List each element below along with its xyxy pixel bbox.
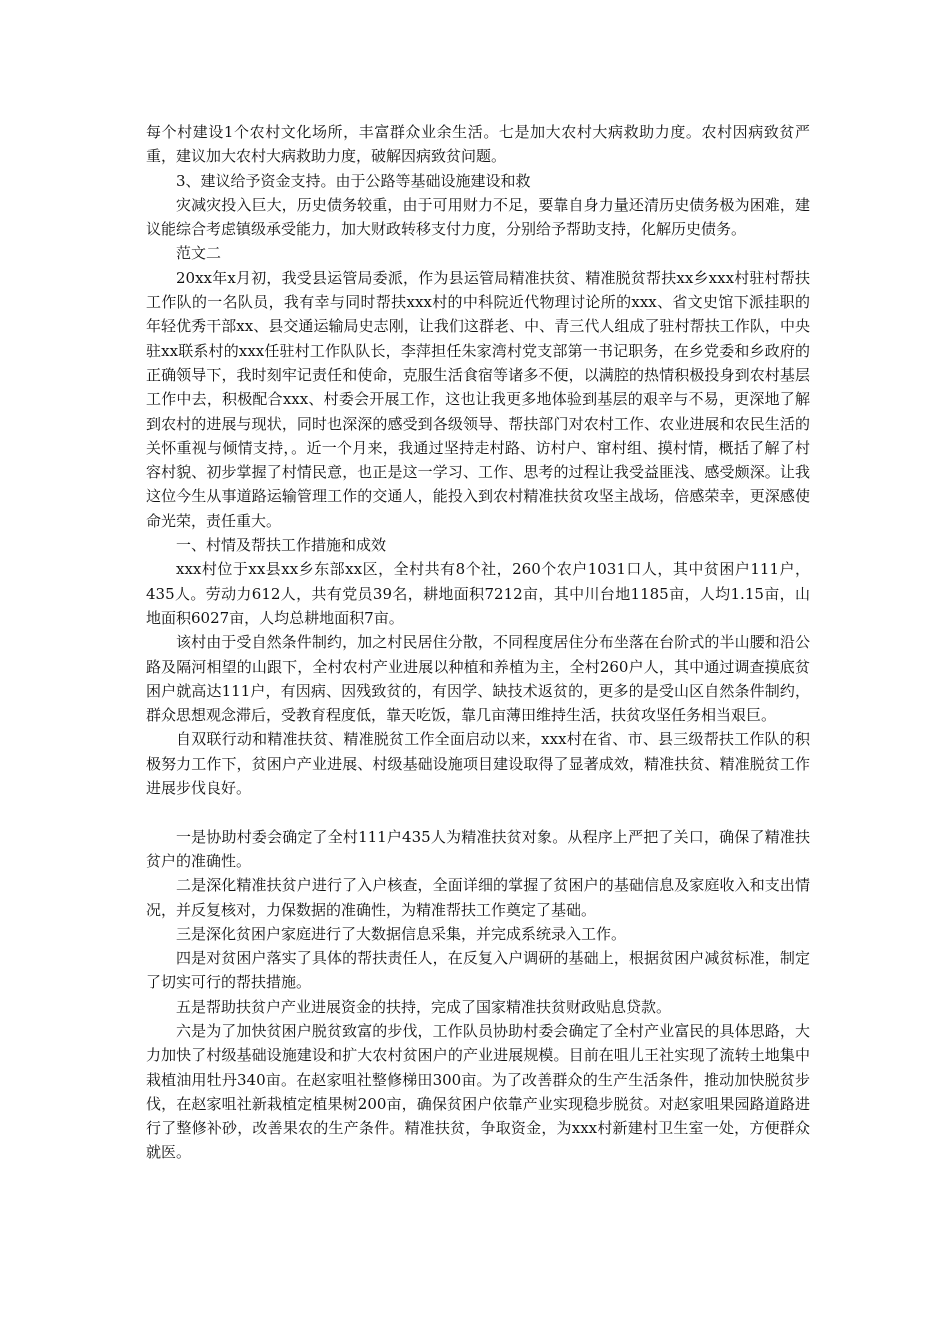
- paragraph-10: 一是协助村委会确定了全村111户435人为精准扶贫对象。从程序上严把了关口，确保了精准扶贫户的准确性。: [146, 827, 810, 870]
- paragraph-7: xxx村位于xx县xx乡东部xx区，全村共有8个社，260个农户1031口人，其中贫困户111户，435人。劳动力612人，共有党员39名，耕地面积7212亩，其中川台地1185亩，人均1.15亩，山地面积6027亩，人均总耕地面积7亩。: [146, 560, 810, 627]
- paragraph-11: 二是深化精准扶贫户进行了入户核查，全面详细的掌握了贫困户的基础信息及家庭收入和支出情况，并反复核对，力保数据的准确性，为精准帮扶工作奠定了基础。: [146, 876, 810, 919]
- paragraph-14: 五是帮助扶贫户产业进展资金的扶持，完成了国家精准扶贫财政贴息贷款。: [176, 997, 672, 1016]
- paragraph-9: 自双联行动和精准扶贫、精准脱贫工作全面启动以来，xxx村在省、市、县三级帮扶工作队的积极努力工作下，贫困户产业进展、村级基础设施项目建设取得了显著成效，精准扶贫、精准脱贫工作进展步伐良好。: [146, 730, 810, 798]
- paragraph-8: 该村由于受自然条件制约，加之村民居住分散，不同程度居住分布坐落在台阶式的半山腰和沿公路及隔河相望的山跟下，全村农村产业进展以种植和养植为主，全村260户人，其中通过调查摸底贫困户就高达111户，有因病、因残致贫的，有因学、缺技术返贫的，更多的是受山区自然条件制约，群众思想观念滞后，受教育程度低，靠天吃饭，靠几亩薄田维持生活，扶贫攻坚任务相当艰巨。: [146, 633, 810, 725]
- paragraph-5: 20xx年x月初，我受县运管局委派，作为县运管局精准扶贫、精准脱贫帮扶xx乡xxx村驻村帮扶工作队的一名队员，我有幸与同时帮扶xxx村的中科院近代物理讨论所的xxx、省文史馆下派挂职的年轻优秀干部xx、县交通运输局史志刚，让我们这群老、中、青三代人组成了驻村帮扶工作队，中央驻xx联系村的xxx任驻村工作队队长，李萍担任朱家湾村党支部第一书记职务，在乡党委和乡政府的正确领导下，我时刻牢记责任和使命，克服生活食宿等诸多不便，以满腔的热情积极投身到农村基层工作中去，积极配合xxx、村委会开展工作，这也让我更多地体验到基层的艰辛与不易，更深地了解到农村的进展与现状，同时也深深的感受到各级领导、帮扶部门对农村工作、农业进展和农民生活的关怀重视与倾情支持，。近一个月来，我通过坚持走村路、访村户、窜村组、摸村情，概括了解了村容村貌、初步掌握了村情民意，也正是这一学习、工作、思考的过程让我受益匪浅、感受颇深。让我这位今生从事道路运输管理工作的交通人，能投入到农村精准扶贫攻坚主战场，倍感荣幸，更深感使命光荣，责任重大。: [146, 268, 810, 530]
- paragraph-12: 三是深化贫困户家庭进行了大数据信息采集，并完成系统录入工作。: [176, 924, 627, 943]
- paragraph-13: 四是对贫困户落实了具体的帮扶责任人，在反复入户调研的基础上，根据贫困户减贫标准，制定了切实可行的帮扶措施。: [146, 949, 810, 992]
- paragraph-2: 3、建议给予资金支持。由于公路等基础设施建设和救: [176, 171, 531, 190]
- document-body: [146, 120, 810, 1165]
- paragraph-1: 每个村建设1个农村文化场所，丰富群众业余生活。七是加大农村大病救助力度。农村因病致贫严重，建议加大农村大病救助力度，破解因病致贫问题。: [146, 123, 810, 166]
- section-heading-fanwen-er: 范文二: [176, 244, 222, 263]
- paragraph-15: 六是为了加快贫困户脱贫致富的步伐，工作队员协助村委会确定了全村产业富民的具体思路，大力加快了村级基础设施建设和扩大农村贫困户的产业进展规模。目前在咀儿王社实现了流转土地集中栽植油用牡丹340亩。在赵家咀社整修梯田300亩。为了改善群众的生产生活条件，推动加快脱贫步伐，在赵家咀社新栽植定植果树200亩，确保贫困户依靠产业实现稳步脱贫。对赵家咀果园路道路进行了整修补砂，改善果农的生产条件。精准扶贫，争取资金，为xxx村新建村卫生室一处，方便群众就医。: [146, 1021, 810, 1162]
- section-heading-village-situation: 一、村情及帮扶工作措施和成效: [176, 536, 387, 555]
- paragraph-3: 灾减灾投入巨大，历史债务较重，由于可用财力不足，要靠自身力量还清历史债务极为困难，建议能综合考虑镇级承受能力，加大财政转移支付力度，分别给予帮助支持，化解历史债务。: [146, 195, 810, 239]
